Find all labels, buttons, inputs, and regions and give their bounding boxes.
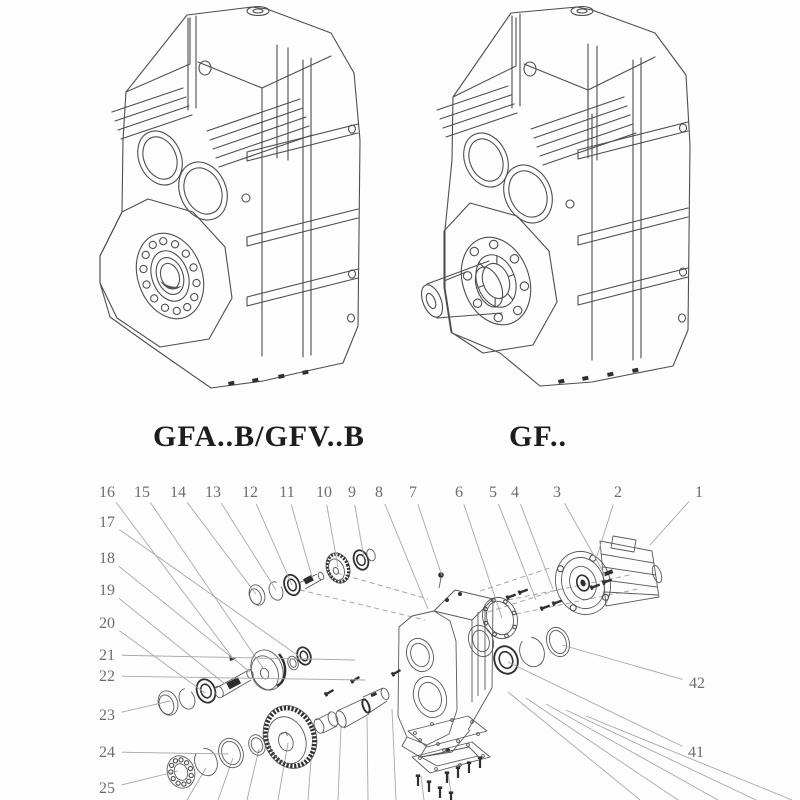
bearing-roller [181, 249, 190, 258]
bolt-shank [508, 595, 516, 598]
bearing-ball [184, 760, 189, 765]
bearing [351, 548, 371, 572]
fin-line [437, 86, 508, 110]
input-shaft-cluster [246, 548, 376, 607]
flange-spoke [478, 285, 484, 287]
fin-line [531, 97, 624, 129]
bearing-ball [170, 776, 175, 781]
pan-hole [414, 732, 417, 735]
vent-plug-stem [439, 578, 441, 588]
leader-line [247, 749, 259, 800]
callout-number: 3 [553, 484, 561, 501]
output-shaft-part [334, 687, 390, 728]
leader-line [187, 768, 206, 800]
pan-hole [419, 757, 422, 760]
right-model-label: GF.. [509, 420, 567, 453]
gasket-hole [503, 599, 508, 604]
rail-hole [679, 314, 686, 322]
bolt-head [445, 771, 449, 774]
callout-number: 11 [279, 484, 295, 501]
left-model-label: GFA..B/GFV..B [153, 420, 365, 453]
motor-assembly [547, 536, 663, 622]
fin-line [443, 104, 514, 128]
leader-line [565, 503, 605, 575]
gearbox-figure-left [100, 7, 360, 389]
roof-edges [126, 18, 331, 112]
leader-line [508, 692, 640, 800]
leader-line [562, 645, 683, 679]
gasket-hole [504, 634, 509, 639]
pan-bolt [427, 780, 431, 792]
bolt-shank [592, 585, 600, 588]
face-bolt-hole [566, 200, 574, 208]
upper-bore [129, 124, 190, 192]
cooling-fins [437, 86, 636, 165]
callout-numbers [99, 484, 705, 797]
callout-number: 2 [614, 484, 622, 501]
shaft-shoulder [470, 263, 508, 311]
callout-number: 14 [170, 484, 186, 501]
front-face-octagon [444, 203, 557, 353]
fin-line [543, 133, 636, 165]
housing-right-face [468, 599, 493, 730]
bolt-shank [542, 606, 550, 609]
fin-line [207, 99, 300, 131]
gasket-hole [492, 632, 497, 637]
flange-bolt-hole [462, 270, 473, 281]
callout-number: 20 [99, 615, 115, 632]
leader-line [464, 504, 502, 618]
motor-fin [601, 554, 654, 563]
foot-pad [582, 376, 589, 381]
gasket-hole [512, 611, 517, 616]
bearing-roller [141, 250, 150, 259]
top-bolt [445, 598, 449, 602]
circlip [191, 745, 221, 779]
upper-bore [455, 126, 516, 194]
leader-line [367, 717, 368, 800]
housing-lower-bore [408, 672, 452, 722]
housing-front-plate [398, 611, 457, 745]
bolt-head [416, 774, 420, 777]
output-flange [450, 227, 543, 334]
pan-bolt [449, 791, 453, 800]
leader-line [221, 503, 276, 590]
gasket-hole [512, 625, 517, 630]
bearing-roller [170, 240, 179, 249]
foot-pad [278, 374, 285, 379]
pan-hole [435, 768, 438, 771]
fin-line [112, 88, 183, 112]
fin-line [219, 135, 312, 167]
sump-gasket-and-pan [408, 716, 490, 800]
bolt-shank [554, 601, 562, 604]
leader-line [566, 710, 756, 800]
callout-number: 13 [205, 484, 221, 501]
flange-gasket [477, 592, 523, 643]
rail-hole [349, 125, 356, 133]
bolt [518, 588, 529, 596]
circlip [267, 580, 286, 602]
callout-number: 16 [99, 484, 115, 501]
callout-number: 41 [688, 744, 704, 761]
callout-number: 1 [695, 484, 703, 501]
pan-bolt [416, 774, 420, 786]
shaft-end-face [417, 282, 446, 320]
frame-verticals [262, 45, 311, 357]
callout-leader-lines [116, 502, 689, 785]
callout-number: 19 [99, 582, 115, 599]
pan-hole [471, 721, 474, 724]
flange-bolt-hole [488, 239, 499, 250]
leader-line [526, 698, 678, 800]
mounting-feet [558, 368, 639, 384]
assembly-axis [480, 567, 553, 591]
pan-bolt [478, 756, 482, 768]
leader-line [392, 709, 396, 800]
leader-line [119, 598, 225, 684]
bolt-head [456, 766, 460, 769]
bolt-shank [327, 690, 334, 694]
pan-hole [467, 744, 470, 747]
frame-verticals [588, 44, 641, 360]
leader-line [122, 701, 170, 712]
seal-ring [543, 624, 574, 660]
leader-line [418, 504, 442, 576]
flange-bolt-hole [519, 281, 530, 292]
leader-line [122, 752, 228, 754]
lifting-hole [524, 62, 536, 76]
fin-line [534, 106, 627, 138]
circlip [176, 687, 197, 712]
leader-line [520, 504, 553, 589]
bearing-roller [192, 278, 201, 287]
flange-bolt-hole [569, 604, 577, 612]
bearing-roller [183, 302, 192, 311]
housing-outline [445, 7, 690, 386]
leader-line [499, 504, 536, 600]
bolt [324, 688, 335, 697]
bearing-roller [139, 264, 148, 273]
flange-bolt-hole [469, 246, 480, 257]
assembly-axis [508, 575, 630, 600]
output-shaft-cluster [163, 687, 391, 792]
leader-line [421, 776, 424, 800]
bolt [590, 583, 601, 591]
leader-line [278, 743, 288, 800]
washer [365, 548, 377, 562]
pan-hole [443, 749, 446, 752]
callout-number: 18 [99, 550, 115, 567]
cooling-fins [112, 88, 312, 167]
top-boss-hole [253, 9, 263, 13]
bearing-ball [188, 766, 193, 771]
bearing-roller [172, 306, 181, 315]
bearing-rollers [130, 230, 210, 322]
housing-upper-bore [402, 635, 438, 676]
leader-line [256, 504, 292, 585]
callout-number: 17 [99, 514, 115, 531]
bearing-ball [169, 763, 174, 768]
bearing-ball [186, 779, 191, 784]
callout-number: 6 [455, 484, 463, 501]
rolling-bearing [163, 752, 200, 792]
foot-pad [302, 370, 309, 375]
rail-hole [680, 124, 687, 132]
bearing-roller [189, 263, 198, 272]
bearing-roller [142, 280, 151, 289]
bearing-ball [178, 757, 183, 762]
lower-bore [170, 154, 236, 228]
output-gear [255, 698, 326, 776]
bearing-roller [160, 303, 169, 312]
rail-hole [348, 314, 355, 322]
callout-number: 21 [99, 647, 115, 664]
callout-number: 9 [348, 484, 356, 501]
flange-spokes [470, 253, 522, 310]
flange-bolt-hole [512, 305, 523, 316]
housing-top-face [434, 590, 493, 620]
face-bolt-hole [242, 194, 250, 202]
oil-seal [215, 735, 248, 771]
flange-spoke [507, 292, 512, 300]
motor-fin [604, 580, 657, 587]
pan-bolt [467, 761, 471, 773]
foot-pad [558, 379, 565, 384]
intermediate-gear [245, 645, 289, 694]
bolt-shank [394, 670, 401, 674]
fin-line [213, 117, 306, 149]
leader-line [122, 771, 178, 785]
leader-line [508, 662, 682, 746]
bolt-head [427, 780, 431, 783]
motor-fin [605, 592, 658, 595]
end-cap [246, 583, 267, 608]
shaft-key [370, 692, 377, 697]
bolt-shank [520, 590, 528, 593]
bearing-roller [159, 237, 168, 246]
gasket-bolt-holes [477, 593, 523, 644]
flange-bolt-hole [509, 253, 520, 264]
top-bolt [458, 592, 462, 596]
gasket-hole [484, 621, 489, 626]
foot-pad [607, 372, 614, 377]
leader-line [338, 727, 341, 800]
leader-line [291, 504, 312, 577]
fin-line [537, 115, 630, 147]
end-cap [155, 688, 181, 718]
bearing-ball [189, 773, 194, 778]
bolt-head [449, 791, 453, 794]
housing-outline [100, 7, 360, 388]
pan-bolt [438, 786, 442, 798]
bolt-head [438, 786, 442, 789]
fin-line [121, 115, 192, 139]
callout-number: 42 [689, 675, 705, 692]
callout-number: 24 [99, 744, 115, 761]
lifting-hole [199, 61, 211, 75]
callout-number: 7 [409, 484, 417, 501]
bolt [540, 604, 551, 612]
roof-edges [453, 18, 655, 114]
shaft-center-hole [424, 292, 437, 310]
gearbox-figure-right [417, 7, 690, 387]
pan-hole [477, 733, 480, 736]
callout-number: 23 [99, 707, 115, 724]
top-boss-hole [577, 9, 587, 13]
snap-ring [516, 634, 549, 670]
pan-hole [419, 739, 422, 742]
bolt-shank [353, 677, 360, 681]
callout-number: 25 [99, 780, 115, 797]
leader-line [116, 502, 232, 657]
eyebolt-slab [188, 16, 196, 110]
flange-bolt-hole [472, 298, 483, 309]
motor-flange [547, 544, 618, 622]
bearing-roller [190, 293, 199, 302]
pan-hole [431, 723, 434, 726]
fin-line [210, 108, 303, 140]
bearing-ball [181, 781, 186, 786]
output-bearing-boss [125, 224, 215, 329]
front-face-octagon [100, 199, 232, 347]
motor-rear-hub [650, 564, 663, 584]
foot-pad [632, 368, 639, 373]
callout-number: 22 [99, 668, 115, 685]
fin-line [118, 106, 189, 130]
leader-line [650, 502, 689, 545]
exploded-parts-diagram [99, 484, 792, 800]
bearing-roller [148, 240, 157, 249]
leader-line [150, 503, 263, 668]
bearing [295, 645, 313, 666]
callout-number: 5 [489, 484, 497, 501]
pan-bolt [456, 766, 460, 778]
shaft-tip [317, 571, 324, 580]
bolt [391, 668, 402, 677]
bearing-ball [173, 758, 178, 763]
leader-line [122, 676, 365, 680]
fin-line [440, 95, 511, 119]
callout-number: 10 [316, 484, 332, 501]
assembly-axis [300, 590, 425, 620]
bearing [490, 643, 521, 677]
input-gear [322, 550, 354, 587]
leader-line [119, 529, 300, 657]
flange-spoke [508, 275, 514, 277]
lower-bore [495, 157, 561, 231]
mounting-feet [228, 370, 309, 386]
leader-line [187, 502, 256, 594]
bolt-head [478, 756, 482, 759]
leader-line [119, 631, 205, 693]
callout-number: 8 [375, 484, 383, 501]
bearing-ball [175, 780, 180, 785]
bearing-balls [165, 754, 197, 789]
callout-number: 12 [242, 484, 258, 501]
pan-hole [457, 740, 460, 743]
bearing-roller [150, 294, 159, 303]
callout-number: 4 [511, 484, 519, 501]
callout-number: 15 [134, 484, 150, 501]
bolt-head [467, 761, 471, 764]
rail-hole [349, 270, 356, 278]
